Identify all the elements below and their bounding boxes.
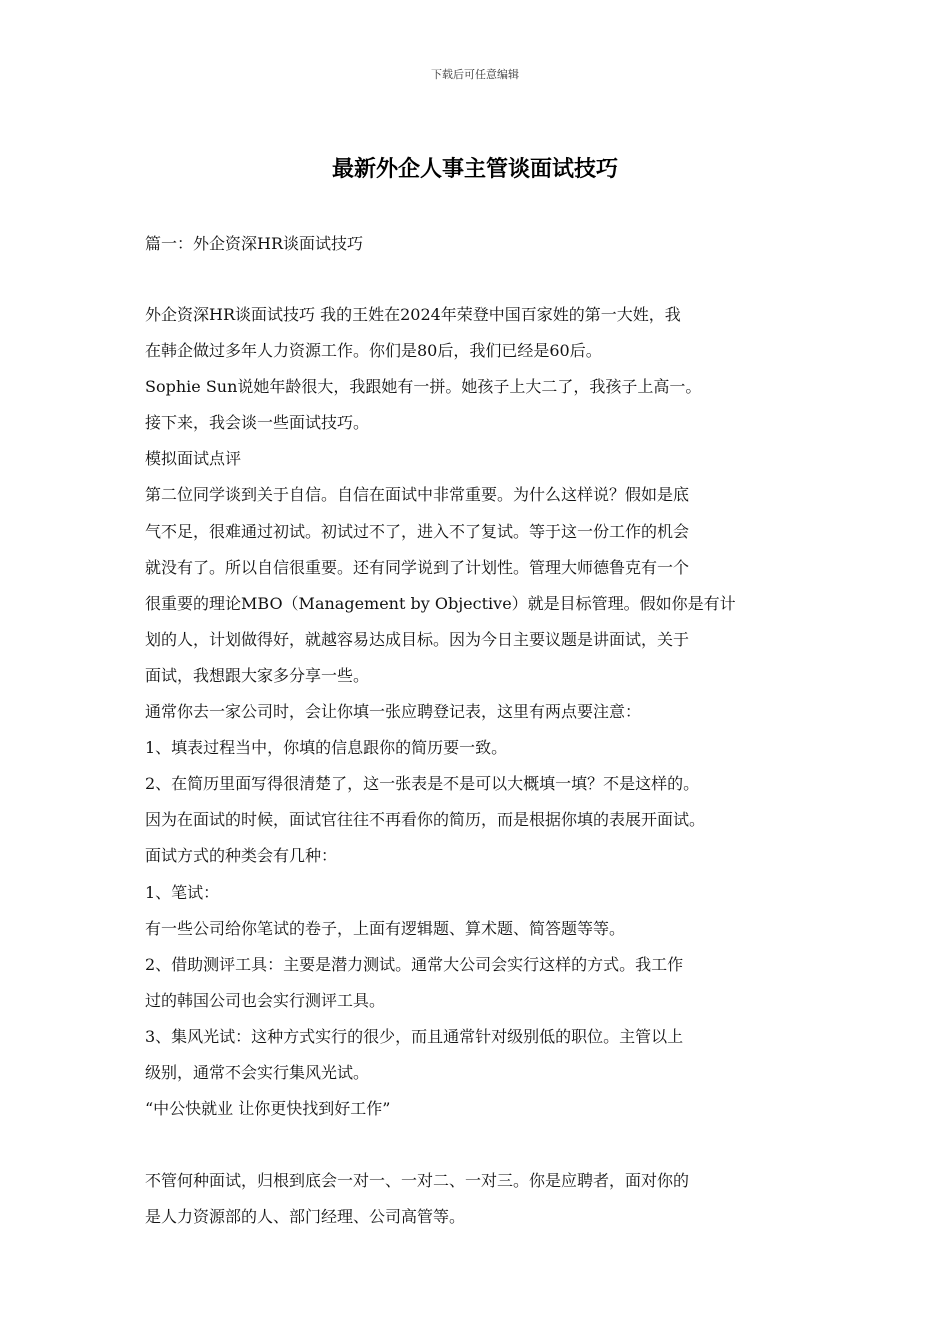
paragraph-line: 气不足，很难通过初试。初试过不了，进入不了复试。等于这一份工作的机会	[145, 521, 690, 541]
paragraph-line: “中公快就业 让你更快找到好工作”	[145, 1099, 391, 1119]
paragraph-line: 因为在面试的时候，面试官往往不再看你的简历，而是根据你填的表展开面试。	[145, 810, 706, 830]
paragraph-line: 在韩企做过多年人力资源工作。你们是80后，我们已经是60后。	[145, 341, 602, 361]
paragraph-line: Sophie Sun说她年龄很大，我跟她有一拼。她孩子上大二了，我孩子上高一。	[145, 377, 702, 397]
paragraph-line: 面试方式的种类会有几种：	[145, 846, 338, 866]
paragraph-line: 不管何种面试，归根到底会一对一、一对二、一对三。你是应聘者，面对你的	[145, 1171, 690, 1191]
paragraph-line: 模拟面试点评	[145, 449, 242, 469]
paragraph-line: 第二位同学谈到关于自信。自信在面试中非常重要。为什么这样说？假如是底	[145, 485, 690, 505]
paragraph-line: 很重要的理论MBO（Management by Objective）就是目标管理。假如你是有计	[145, 593, 736, 613]
paragraph-line: 有一些公司给你笔试的卷子，上面有逻辑题、算术题、简答题等等。	[145, 918, 626, 938]
paragraph-line: 2、在简历里面写得很清楚了，这一张表是不是可以大概填一填？不是这样的。	[145, 774, 700, 794]
paragraph-line: 外企资深HR谈面试技巧 我的王姓在2024年荣登中国百家姓的第一大姓，我	[145, 305, 681, 324]
page-header: 下载后可任意编辑	[431, 68, 519, 81]
paragraph-line: 是人力资源部的人、部门经理、公司高管等。	[145, 1207, 466, 1227]
paragraph-line: 通常你去一家公司时，会让你填一张应聘登记表，这里有两点要注意：	[145, 702, 642, 722]
document-title: 最新外企人事主管谈面试技巧	[331, 156, 618, 182]
paragraph-line: 就没有了。所以自信很重要。还有同学说到了计划性。管理大师德鲁克有一个	[145, 557, 690, 577]
paragraph-line: 3、集风光试：这种方式实行的很少，而且通常针对级别低的职位。主管以上	[145, 1026, 684, 1046]
paragraph-line: 1、填表过程当中，你填的信息跟你的简历要一致。	[145, 738, 508, 758]
paragraph-line: 接下来，我会谈一些面试技巧。	[145, 413, 370, 433]
paragraph-line: 2、借助测评工具：主要是潜力测试。通常大公司会实行这样的方式。我工作	[145, 954, 684, 974]
paragraph-line: 1、笔试：	[145, 882, 220, 902]
paragraph-line: 划的人，计划做得好，就越容易达成目标。因为今日主要议题是讲面试，关于	[145, 629, 690, 649]
section-heading: 篇一：外企资深HR谈面试技巧	[145, 234, 364, 253]
paragraph-line: 面试，我想跟大家多分享一些。	[145, 665, 370, 685]
paragraph-line: 过的韩国公司也会实行测评工具。	[145, 990, 386, 1010]
blank-line	[145, 1127, 820, 1163]
body-text	[145, 297, 820, 1235]
paragraph-line: 级别，通常不会实行集风光试。	[145, 1062, 370, 1082]
